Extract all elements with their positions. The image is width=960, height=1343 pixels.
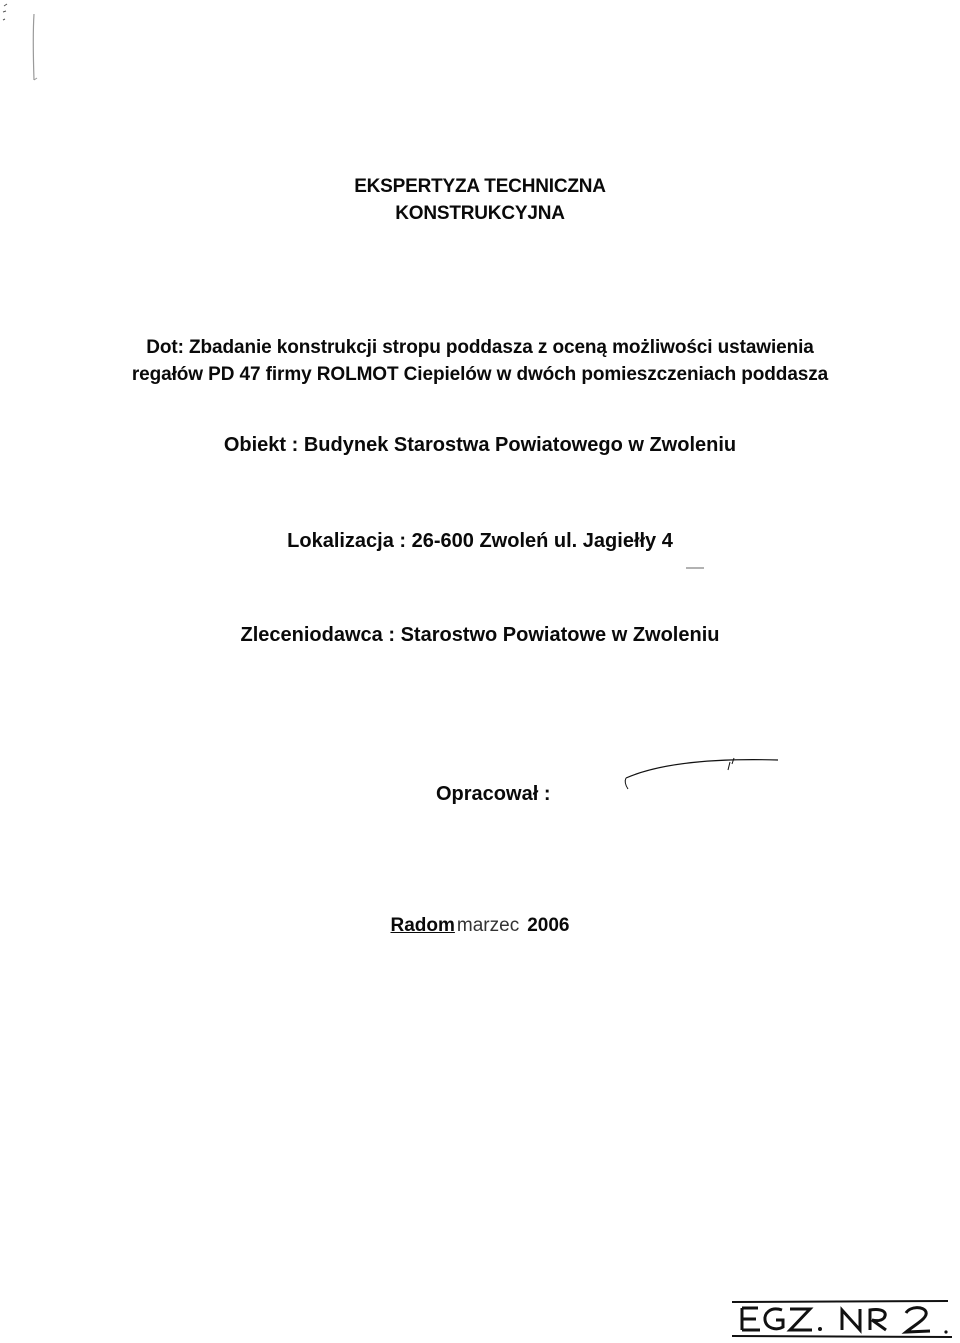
date-line — [0, 915, 960, 937]
client-line: Zleceniodawca : Starostwo Powiatowe w Zwoleniu — [240, 624, 720, 646]
signature — [618, 748, 788, 798]
subject-line1: Dot: Zbadanie konstrukcji stropu poddasza z oceną możliwości ustawienia — [146, 337, 814, 358]
date-year: 2006 — [527, 915, 570, 936]
date-month: marzec — [456, 915, 520, 936]
copy-number-stamp — [730, 1296, 955, 1340]
date-place: Radom — [390, 915, 455, 936]
object-line: Obiekt : Budynek Starostwa Powiatowego w Zwoleniu — [223, 434, 737, 456]
prepared-by-label: Opracował : — [436, 783, 551, 805]
location-line: Lokalizacja : 26-600 Zwoleń ul. Jagiełły 4 — [287, 530, 673, 552]
scan-margin-mark — [0, 0, 60, 90]
document-title-line2: KONSTRUKCYJNA — [395, 203, 565, 224]
subject-line2: regałów PD 47 firmy ROLMOT Ciepielów w dwóch pomieszczeniach poddasza — [131, 364, 829, 385]
location-underline-mark — [686, 566, 706, 570]
document-title-line1: EKSPERTYZA TECHNICZNA — [354, 176, 606, 197]
